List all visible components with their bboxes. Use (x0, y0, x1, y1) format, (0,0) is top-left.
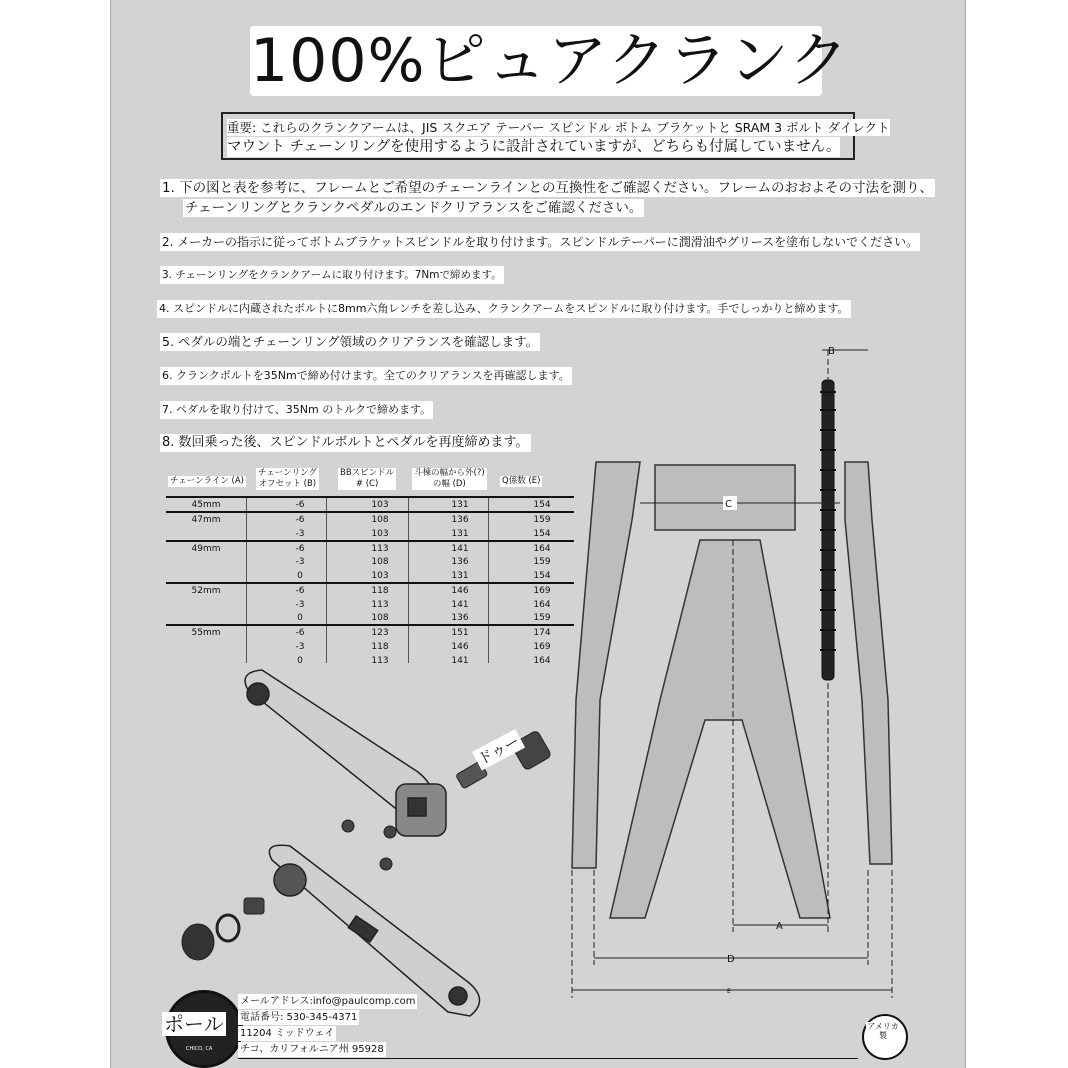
table-cell: -6 (295, 515, 305, 526)
contact-address-1: 11204 ミッドウェイ (240, 1028, 335, 1039)
dimension-c-label: C (725, 499, 732, 510)
table-cell: 159 (533, 613, 551, 624)
header-offset-line-1: チェーンリング (258, 468, 317, 478)
crank-arm-lower (269, 845, 479, 1016)
table-cell: 159 (533, 515, 551, 526)
table-cell-chainline: 47mm (191, 515, 221, 526)
footer-rule (238, 1058, 858, 1059)
table-cell: 131 (451, 500, 469, 510)
table-cell: 151 (451, 628, 469, 639)
table-cell: 169 (533, 642, 551, 652)
contact-info (238, 994, 417, 1058)
header-width-line-1: 斗棟の幅から外(?) (414, 468, 485, 478)
page-title: 100%ピュアクランク (250, 26, 850, 96)
table-cell-chainline: 52mm (191, 586, 221, 597)
table-cell: 154 (533, 571, 551, 581)
table-cell: -6 (295, 500, 305, 510)
table-cell: 113 (371, 655, 389, 666)
table-cell: 154 (533, 528, 551, 539)
table-cell: 103 (371, 500, 389, 510)
table-cell: 131 (451, 528, 469, 539)
table-cell: 136 (451, 557, 469, 568)
table-cell: 118 (371, 586, 389, 597)
table-cell: 141 (451, 543, 469, 554)
table-cell: 113 (371, 599, 389, 610)
table-cell: 0 (297, 571, 303, 581)
table-cell: -3 (295, 599, 305, 610)
step-8: 8. 数回乗った後、スピンドルボルトとペダルを再度締めます。 (162, 435, 529, 450)
notice-line-1: 重要: これらのクランクアームは、JIS スクエア テーパー スピンドル ボトム ブラケットと SRAM 3 ボルト ダイレクト (227, 120, 890, 135)
part-callout: ドゥー (472, 729, 525, 770)
table-cell: -3 (295, 528, 305, 539)
table-cell: 123 (371, 628, 389, 639)
table-cell: 0 (297, 613, 303, 624)
table-cell: 131 (451, 571, 469, 581)
table-cell-chainline: 45mm (191, 500, 221, 510)
header-width-line-2: の幅 (D) (432, 479, 466, 489)
step-1-line-2: チェーンリングとクランクペダルのエンドクリアランスをご確認ください。 (185, 200, 643, 216)
table-cell: 159 (533, 557, 551, 568)
table-cell: 174 (533, 628, 551, 639)
table-cell: 141 (451, 655, 469, 666)
frame-diagram (572, 462, 892, 918)
table-cell: 103 (371, 571, 389, 581)
table-cell: -3 (295, 557, 305, 568)
header-spindle-line-1: BBスピンドル (340, 468, 395, 478)
table-cell: 108 (371, 613, 389, 624)
header-chainline: チェーンライン (A) (170, 476, 244, 486)
table-cell: 103 (371, 528, 389, 539)
dimension-a-label: A (776, 921, 783, 932)
step-4: 4. スピンドルに内蔵されたボルトに8mm六角レンチを差し込み、クランクアームをスピンドルに取り付けます。手でしっかりと締めます。 (157, 300, 851, 318)
table-cell: 164 (533, 655, 551, 666)
step-2: 2. メーカーの指示に従ってボトムブラケットスピンドルを取り付けます。スピンドルテーパーに潤滑油やグリースを塗布しないでください。 (162, 235, 919, 249)
table-cell: -6 (295, 586, 305, 597)
table-cell: -3 (295, 642, 305, 652)
table-cell: -6 (295, 628, 305, 639)
table-cell: 164 (533, 543, 551, 554)
table-cell: 108 (371, 557, 389, 568)
table-cell: 169 (533, 586, 551, 597)
contact-email: メールアドレス:info@paulcomp.com (240, 996, 416, 1007)
table-cell: 136 (451, 515, 469, 526)
contact-phone: 電話番号: 530-345-4371 (240, 1012, 358, 1023)
table-cell: 136 (451, 613, 469, 624)
dimension-d-label: D (727, 954, 735, 965)
logo-location: CHICO, CA (186, 1046, 213, 1052)
table-cell-chainline: 49mm (191, 543, 221, 554)
step-3: 3. チェーンリングをクランクアームに取り付けます。7Nmで締めます。 (160, 266, 504, 284)
table-cell: 146 (451, 586, 469, 597)
notice-line-2: マウント チェーンリングを使用するように設計されていますが、どちらも付属していません。 (227, 139, 841, 155)
step-5: 5. ペダルの端とチェーンリング領域のクリアランスを確認します。 (162, 334, 539, 349)
table-cell: -6 (295, 543, 305, 554)
table-cell: 141 (451, 599, 469, 610)
header-qfactor: Q係数 (E) (502, 476, 541, 486)
table-cell-chainline: 55mm (191, 628, 221, 639)
step-6: 6. クランクボルトを35Nmで締め付けます。全てのクリアランスを再確認します。 (160, 367, 572, 385)
table-cell: 0 (297, 655, 303, 666)
table-cell: 108 (371, 515, 389, 526)
table-cell: 154 (533, 500, 551, 510)
logo-label: ポール (164, 1012, 224, 1036)
dimension-b-label: B (828, 346, 835, 357)
header-offset-line-2: オフセット (B) (258, 479, 317, 489)
made-in-usa-label: アメリカ製 (867, 1022, 899, 1040)
table-cell: 113 (371, 543, 389, 554)
contact-address-2: チコ、カリフォルニア州 95928 (240, 1044, 384, 1055)
table-cell: 164 (533, 599, 551, 610)
step-1-line-1: 1. 下の図と表を参考に、フレームとご希望のチェーンラインとの互換性をご確認ください。フレームのおおよその寸法を測り、 (162, 180, 934, 196)
table-cell: 146 (451, 642, 469, 652)
crank-arm-upper (245, 670, 446, 836)
dimension-e-label: E (727, 988, 731, 995)
table-cell: 118 (371, 642, 389, 652)
step-7: 7. ペダルを取り付けて、35Nm のトルクで締めます。 (160, 401, 433, 419)
header-spindle-line-2: # (C) (355, 479, 379, 489)
